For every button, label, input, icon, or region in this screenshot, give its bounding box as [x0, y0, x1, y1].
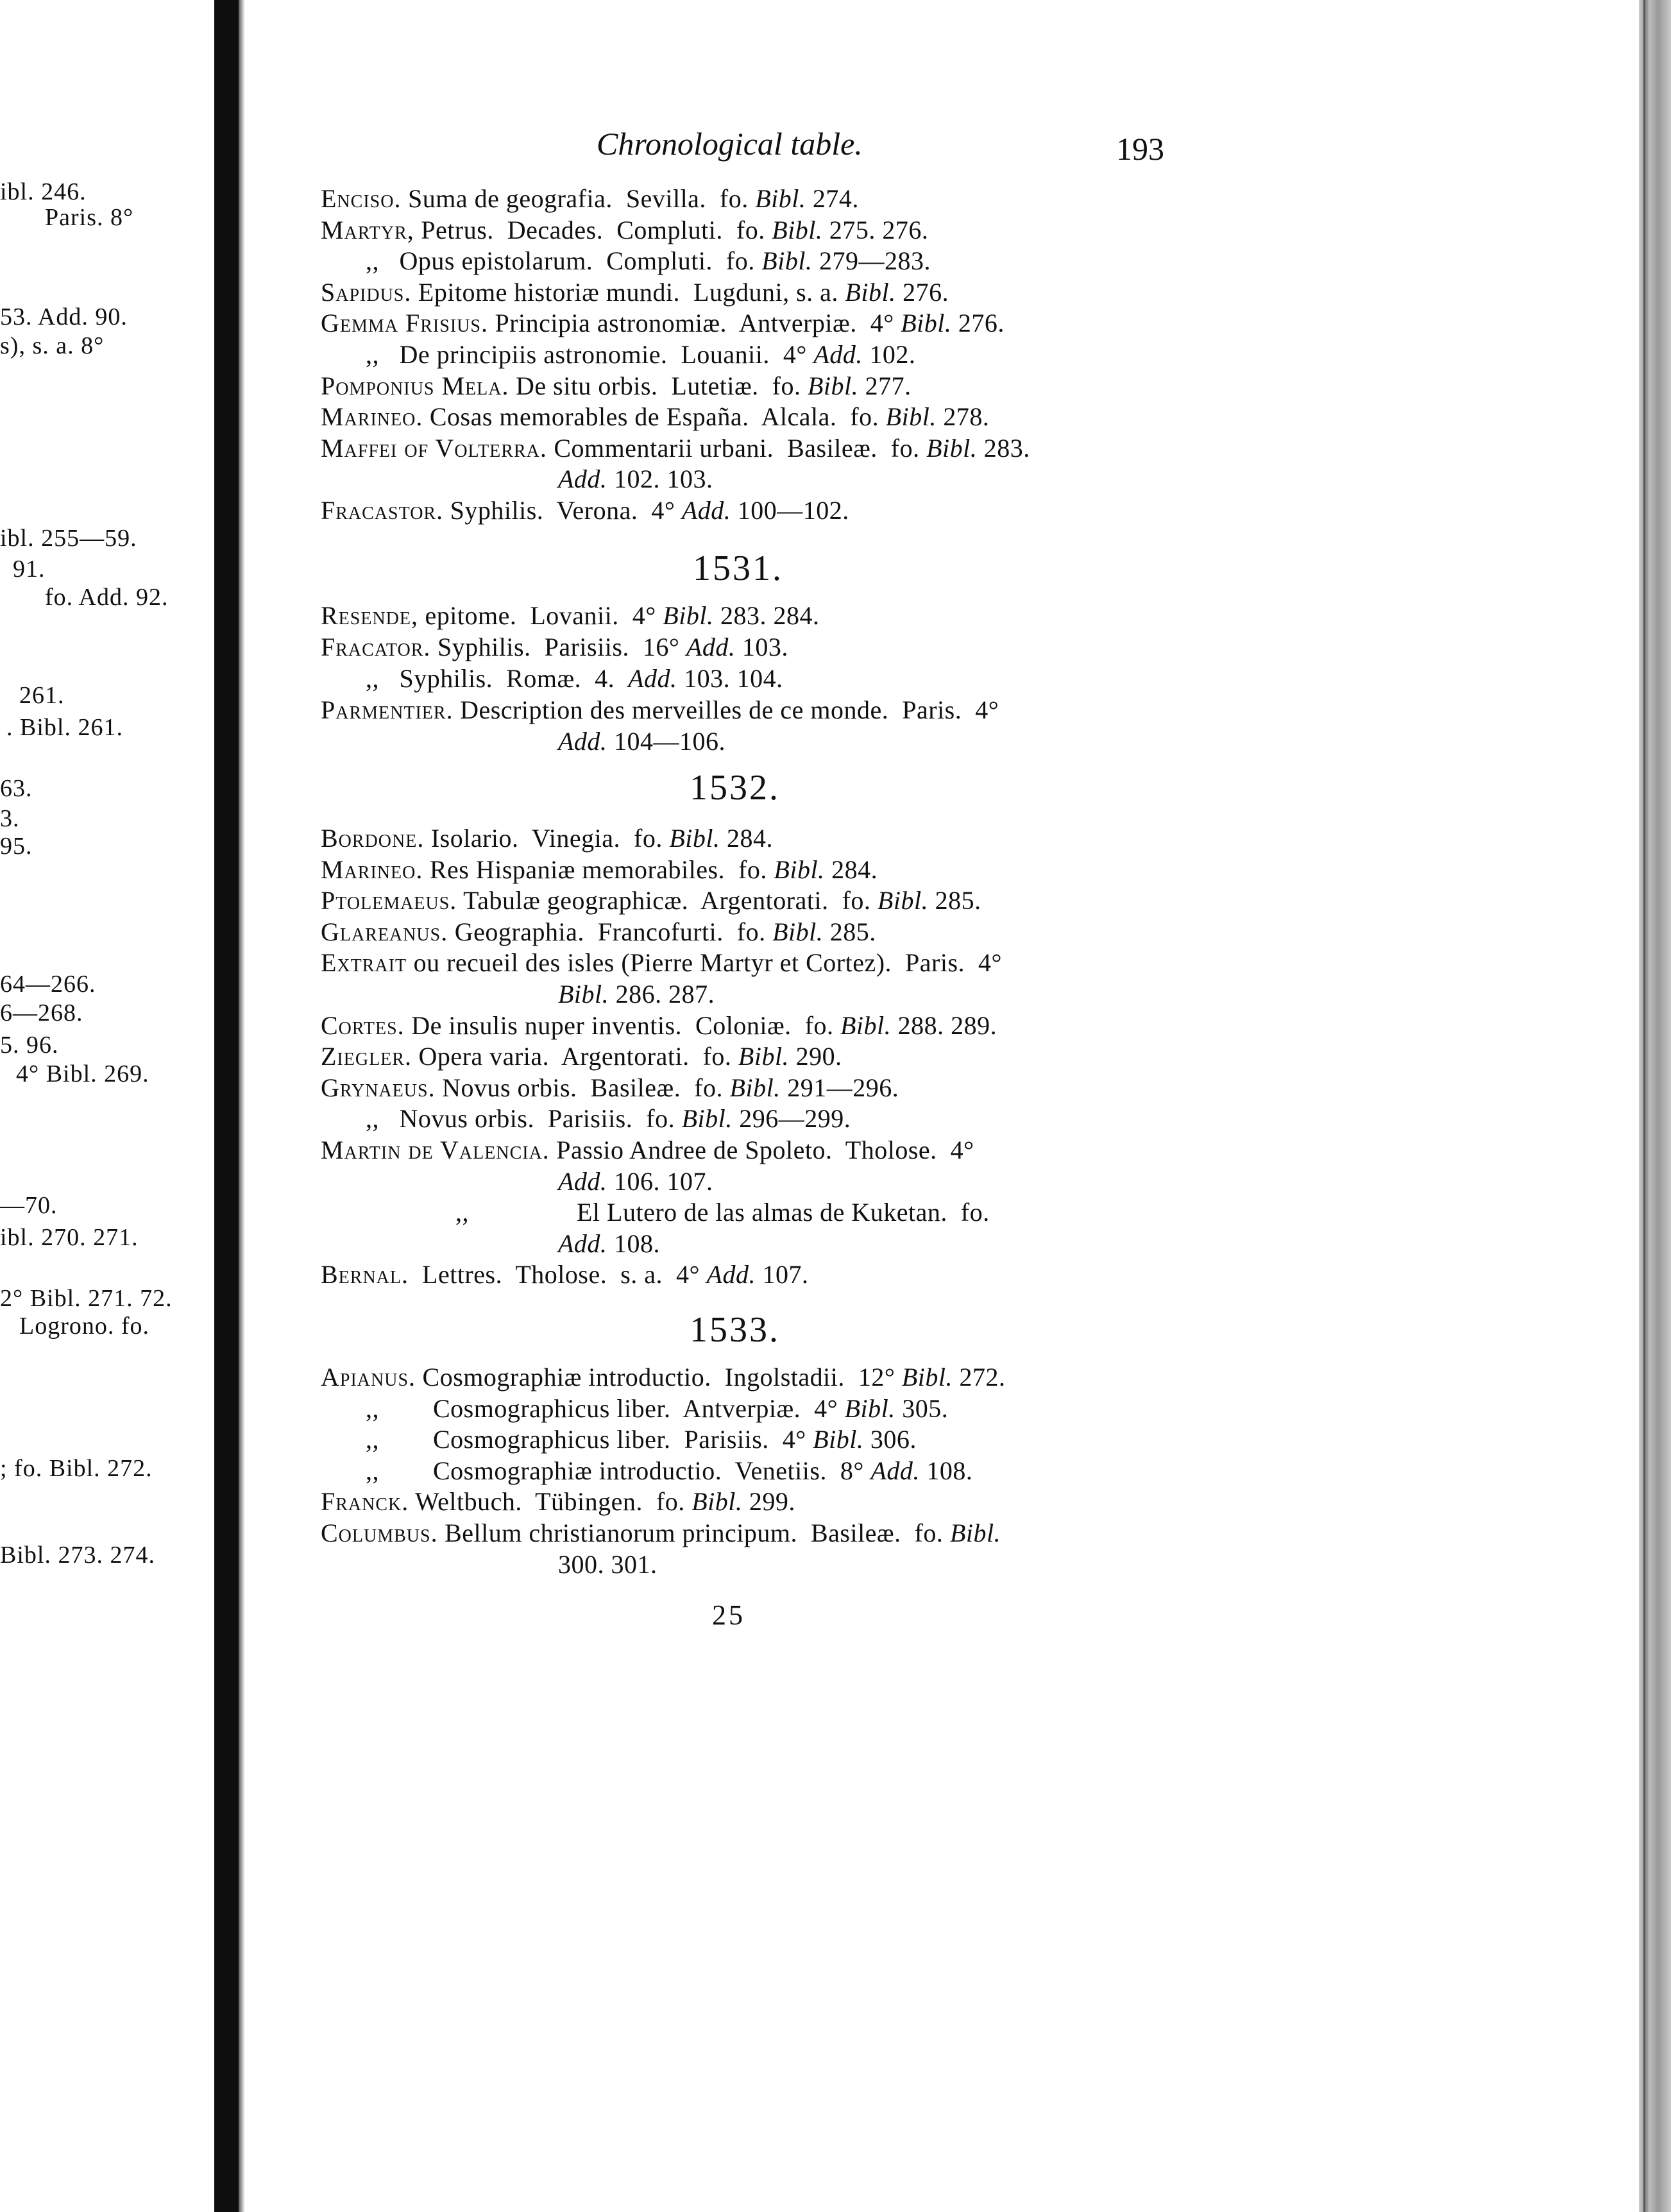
author-name: Ptolemaeus.: [321, 886, 457, 915]
ditto-mark: ,,: [366, 664, 379, 693]
table-entry: [321, 1489, 795, 1515]
table-entry: [321, 919, 876, 945]
reference-label: Add.: [706, 1260, 756, 1289]
table-entry: [321, 1075, 899, 1101]
author-name: Columbus.: [321, 1519, 438, 1547]
entry-text: Novus orbis. Basileæ. fo.: [435, 1073, 730, 1102]
page-number: 193: [1116, 131, 1164, 167]
entry-text: Novus orbis. Parisiis. fo.: [379, 1104, 682, 1133]
table-entry: [321, 1458, 972, 1484]
entry-text: Commentarii urbani. Basileæ. fo.: [547, 434, 927, 463]
reference-label: Bibl.: [761, 246, 813, 275]
reference-label: Bibl.: [729, 1073, 781, 1102]
reference-label: Bibl.: [885, 402, 937, 431]
left-page-fragment: ibl. 255—59.: [0, 525, 137, 552]
reference-label: Bibl.: [774, 855, 825, 884]
entry-text: Weltbuch. Tübingen. fo.: [409, 1487, 692, 1516]
reference-numbers: 284.: [720, 824, 774, 853]
left-page-fragment: 6—268.: [0, 1000, 83, 1026]
ditto-mark: ,,: [366, 1425, 379, 1454]
reference-label: Bibl.: [772, 917, 824, 946]
table-entry: [321, 217, 928, 243]
reference-numbers: 106. 107.: [607, 1167, 713, 1196]
author-name: Sapidus.: [321, 278, 412, 307]
table-entry: [558, 1169, 713, 1195]
left-page-fragment: 4° Bibl. 269.: [16, 1060, 149, 1087]
reference-label: Add.: [558, 727, 607, 756]
table-entry: [321, 280, 949, 305]
entry-text: Bellum christianorum principum. Basileæ. fo.: [437, 1519, 950, 1547]
table-entry: [558, 1231, 660, 1257]
signature-mark: 25: [712, 1599, 745, 1631]
reference-numbers: 103.: [735, 633, 788, 661]
entry-text: Description des merveilles de ce monde. Paris. 4°: [453, 695, 999, 724]
entry-text: Epitome historiæ mundi. Lugduni, s. a.: [411, 278, 845, 307]
table-entry: [321, 1044, 842, 1069]
entry-text: Res Hispaniæ memorabiles. fo.: [423, 855, 774, 884]
reference-numbers: 274.: [806, 184, 859, 213]
entry-text: Opera varia. Argentorati. fo.: [411, 1042, 738, 1071]
table-entry: [321, 1365, 1006, 1390]
entry-text: ou recueil des isles (Pierre Martyr et Cortez). Paris. 4°: [407, 948, 1003, 977]
ditto-mark: ,,: [366, 1456, 379, 1485]
reference-label: Bibl.: [926, 434, 978, 463]
entry-text: De principiis astronomie. Louanii. 4°: [379, 340, 814, 369]
table-entry: [558, 729, 725, 754]
entry-text: Geographia. Francofurti. fo.: [448, 917, 773, 946]
left-page-fragment: 91.: [13, 556, 46, 583]
left-page-fragment: 63.: [0, 775, 33, 802]
entry-text: Syphilis. Verona. 4°: [443, 496, 682, 525]
reference-label: Bibl.: [738, 1042, 790, 1071]
author-name: Fracator.: [321, 633, 431, 661]
table-entry: [321, 1013, 997, 1039]
author-name: Pomponius Mela.: [321, 371, 509, 400]
table-entry: [558, 1552, 657, 1578]
left-page-fragment: —70.: [0, 1192, 58, 1219]
reference-label: Bibl.: [681, 1104, 733, 1133]
table-entry: [321, 498, 849, 523]
author-name: Extrait: [321, 948, 407, 977]
reference-numbers: 306.: [863, 1425, 917, 1454]
entry-text: Passio Andree de Spoleto. Tholose. 4°: [549, 1136, 974, 1164]
entry-text: Opus epistolarum. Compluti. fo.: [379, 246, 762, 275]
left-page-fragment: 53. Add. 90.: [0, 303, 128, 330]
reference-numbers: 283.: [977, 434, 1030, 463]
reference-numbers: 299.: [742, 1487, 795, 1516]
table-entry: [321, 603, 819, 629]
table-entry: [321, 404, 989, 430]
table-entry: [321, 1520, 1001, 1546]
entry-text: Suma de geografia. Sevilla. fo.: [401, 184, 756, 213]
entry-text: Lettres. Tholose. s. a. 4°: [409, 1260, 707, 1289]
reference-label: Bibl.: [949, 1519, 1001, 1547]
reference-label: Bibl.: [558, 980, 609, 1008]
reference-numbers: 296—299.: [732, 1104, 851, 1133]
entry-text: Cosas memorables de España. Alcala. fo.: [423, 402, 886, 431]
left-page-fragment: 3.: [0, 805, 20, 832]
entry-text: Isolario. Vinegia. fo.: [424, 824, 670, 853]
author-name: Cortes.: [321, 1011, 405, 1040]
table-entry: [321, 697, 999, 723]
reference-numbers: 288. 289.: [891, 1011, 997, 1040]
table-entry: [321, 826, 773, 851]
left-page-fragment: . Bibl. 261.: [6, 714, 123, 741]
entry-text: Principia astronomiæ. Antverpiæ. 4°: [488, 309, 901, 337]
reference-label: Bibl.: [840, 1011, 892, 1040]
reference-numbers: 278.: [936, 402, 990, 431]
table-entry: [321, 1396, 948, 1422]
reference-numbers: 290.: [789, 1042, 842, 1071]
table-entry: [321, 888, 981, 914]
table-entry: [321, 311, 1005, 336]
gutter-shadow: [239, 0, 245, 2212]
reference-numbers: 285.: [928, 886, 981, 915]
reference-numbers: 102. 103.: [607, 464, 713, 493]
ditto-mark: ,,: [366, 1394, 379, 1423]
year-heading-1531: 1531.: [693, 549, 783, 588]
reference-numbers: 300. 301.: [558, 1550, 657, 1579]
reference-numbers: 276.: [895, 278, 949, 307]
table-entry: [321, 1200, 990, 1225]
left-page-fragment: 5. 96.: [0, 1032, 59, 1059]
author-name: Bordone.: [321, 824, 425, 853]
left-page-fragment: ; fo. Bibl. 272.: [0, 1455, 153, 1482]
ditto-mark: ,,: [366, 1104, 379, 1133]
reference-label: Bibl.: [807, 371, 859, 400]
left-page-fragment: 261.: [19, 682, 65, 709]
reference-numbers: 284.: [824, 855, 878, 884]
entry-text: Petrus. Decades. Compluti. fo.: [414, 216, 772, 244]
running-head: Chronological table.: [597, 126, 863, 162]
table-entry: [321, 634, 788, 660]
entry-text: Syphilis. Parisiis. 16°: [430, 633, 686, 661]
table-entry: [321, 666, 783, 692]
reference-numbers: 108.: [919, 1456, 973, 1485]
reference-label: Bibl.: [901, 309, 952, 337]
reference-numbers: 283. 284.: [713, 601, 820, 630]
left-page-fragment: 95.: [0, 833, 33, 860]
reference-label: Bibl.: [772, 216, 823, 244]
reference-label: Add.: [686, 633, 736, 661]
author-name: Martin de Valencia.: [321, 1136, 550, 1164]
reference-numbers: 275. 276.: [822, 216, 929, 244]
entry-text: Tabulæ geographicæ. Argentorati. fo.: [457, 886, 878, 915]
year-heading-1533: 1533.: [690, 1310, 780, 1350]
author-name: Marineo.: [321, 855, 423, 884]
table-entry: [321, 1106, 851, 1132]
ditto-mark: ,,: [366, 340, 379, 369]
reference-label: Bibl.: [877, 886, 929, 915]
entry-text: De situ orbis. Lutetiæ. fo.: [509, 371, 808, 400]
reference-numbers: 285.: [823, 917, 876, 946]
reference-numbers: 102.: [862, 340, 916, 369]
ditto-mark: ,,: [455, 1198, 469, 1227]
reference-label: Bibl.: [844, 1394, 895, 1423]
reference-numbers: 291—296.: [780, 1073, 899, 1102]
reference-label: Add.: [558, 1167, 607, 1196]
author-name: Enciso.: [321, 184, 402, 213]
reference-label: Bibl.: [845, 278, 896, 307]
table-entry: [321, 248, 931, 274]
left-page-fragment: 2° Bibl. 271. 72.: [0, 1285, 173, 1312]
year-heading-1532: 1532.: [690, 768, 780, 808]
reference-label: Add.: [558, 464, 607, 493]
entry-text: epitome. Lovanii. 4°: [418, 601, 663, 630]
entry-text: Cosmographiæ introductio. Venetiis. 8°: [379, 1456, 871, 1485]
author-name: Apianus.: [321, 1363, 416, 1391]
table-entry: [321, 436, 1030, 461]
reference-numbers: 107.: [755, 1260, 809, 1289]
left-page-fragment: s), s. a. 8°: [0, 332, 105, 359]
author-name: Marineo.: [321, 402, 423, 431]
table-entry: [321, 342, 915, 368]
author-name: Ziegler.: [321, 1042, 412, 1071]
reference-label: Add.: [681, 496, 731, 525]
reference-numbers: 276.: [951, 309, 1005, 337]
reference-label: Bibl.: [691, 1487, 743, 1516]
reference-label: Add.: [558, 1229, 607, 1258]
left-page-fragment: fo. Add. 92.: [45, 584, 169, 611]
entry-text: El Lutero de las almas de Kuketan. fo.: [469, 1198, 990, 1227]
left-page-fragment: 64—266.: [0, 971, 96, 998]
reference-label: Bibl.: [901, 1363, 953, 1391]
book-gutter: [214, 0, 239, 2212]
author-name: Parmentier.: [321, 695, 454, 724]
reference-numbers: 279—283.: [812, 246, 931, 275]
reference-numbers: 100—102.: [731, 496, 849, 525]
reference-label: Add.: [813, 340, 863, 369]
left-page-fragment: Logrono. fo.: [19, 1313, 150, 1340]
table-entry: [321, 1427, 917, 1452]
left-page-fragment: Bibl. 273. 274.: [0, 1542, 155, 1569]
table-entry: [321, 1137, 974, 1163]
author-name: Resende,: [321, 601, 419, 630]
left-page-fragment: ibl. 270. 271.: [0, 1224, 139, 1251]
reference-numbers: 277.: [858, 371, 912, 400]
table-entry: [321, 186, 859, 212]
reference-numbers: 286. 287.: [609, 980, 715, 1008]
reference-label: Bibl.: [813, 1425, 864, 1454]
reference-numbers: 108.: [607, 1229, 660, 1258]
reference-numbers: 272.: [953, 1363, 1006, 1391]
left-page-fragment: Paris. 8°: [45, 204, 134, 231]
table-entry: [321, 950, 1002, 976]
author-name: Martyr,: [321, 216, 414, 244]
reference-label: Bibl.: [663, 601, 714, 630]
reference-label: Bibl.: [669, 824, 720, 853]
author-name: Maffei of Volterra.: [321, 434, 547, 463]
author-name: Grynaeus.: [321, 1073, 436, 1102]
reference-label: Add.: [628, 664, 677, 693]
author-name: Fracastor.: [321, 496, 444, 525]
author-name: Bernal.: [321, 1260, 409, 1289]
left-page-fragment: ibl. 246.: [0, 178, 87, 205]
author-name: Glareanus.: [321, 917, 448, 946]
ditto-mark: ,,: [366, 246, 379, 275]
entry-text: Cosmographicus liber. Antverpiæ. 4°: [379, 1394, 845, 1423]
reference-numbers: 103. 104.: [677, 664, 783, 693]
table-entry: [558, 466, 713, 492]
reference-numbers: 104—106.: [607, 727, 725, 756]
table-entry: [321, 373, 912, 399]
entry-text: Cosmographicus liber. Parisiis. 4°: [379, 1425, 813, 1454]
reference-label: Add.: [870, 1456, 920, 1485]
reference-label: Bibl.: [755, 184, 806, 213]
table-entry: [321, 1262, 808, 1288]
entry-text: De insulis nuper inventis. Coloniæ. fo.: [404, 1011, 840, 1040]
page-edge-line: [1643, 0, 1645, 2212]
entry-text: Cosmographiæ introductio. Ingolstadii. 12°: [416, 1363, 902, 1391]
table-entry: [321, 857, 878, 883]
author-name: Franck.: [321, 1487, 409, 1516]
reference-numbers: 305.: [895, 1394, 949, 1423]
entry-text: Syphilis. Romæ. 4.: [379, 664, 629, 693]
table-entry: [558, 982, 715, 1007]
author-name: Gemma Frisius.: [321, 309, 488, 337]
